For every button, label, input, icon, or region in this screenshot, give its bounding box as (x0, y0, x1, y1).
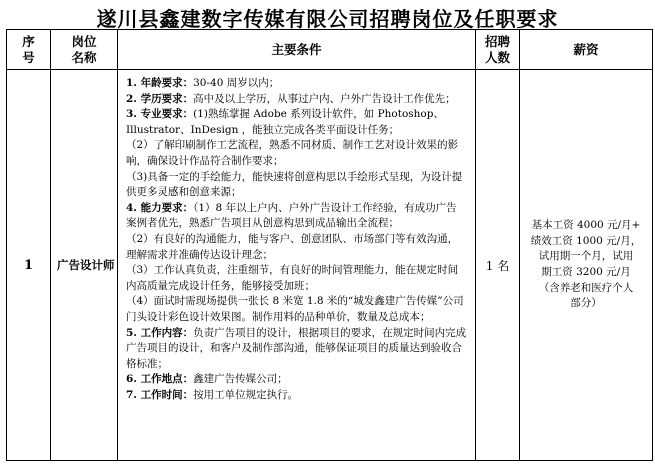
condition-item (126, 201, 467, 232)
recruitment-table (6, 29, 653, 461)
header-seq-line1: 序 (22, 33, 35, 49)
condition-label: 4. 能力要求： (126, 201, 194, 214)
header-salary: 薪资 (520, 30, 653, 70)
condition-item (126, 388, 467, 404)
salary-list (523, 218, 649, 312)
condition-text: （4）面试时需现场提供一张长 8 米宽 1.8 米的“城发鑫建广告传媒”公司门头设计彩色设计效果图。制作用料的品种单价，数量及总成本； (126, 295, 464, 323)
salary-line: 绩效工资 1000 元/月， (530, 234, 642, 247)
condition-text: (1)熟练掌握 Adobe 系列设计软件，如 Photoshop、Illustrator、InDesign ，能独立完成各类平面设计任务； (126, 108, 444, 136)
condition-label: 3. 专业要求： (126, 108, 194, 121)
row-salary (520, 70, 653, 461)
condition-item (126, 294, 467, 325)
condition-text: 按用工单位规定执行。 (193, 388, 299, 401)
header-seq (7, 30, 51, 70)
condition-item (126, 76, 467, 92)
condition-item (126, 263, 467, 294)
header-conditions: 主要条件 (118, 30, 476, 70)
condition-text: （1）8 年以上户内、户外广告设计工作经验，有成功广告案例者优先，熟悉广告项目从创意构思到成品输出全流程； (126, 201, 457, 230)
condition-item (126, 138, 467, 169)
header-count-line1: 招聘 (484, 33, 510, 49)
row-position: 广告设计师 (51, 70, 118, 461)
salary-line: （含养老和医疗个人 (538, 281, 634, 294)
condition-text: 30-40 周岁以内； (193, 77, 280, 89)
row-count: 1 名 (476, 70, 520, 461)
conditions-list (126, 76, 467, 403)
salary-line: 部分） (570, 297, 602, 310)
condition-text: 负责广告项目的设计，根据项目的要求，在规定时间内完成广告项目的设计，和客户及制作部沟通，能够保证项目的质量达到验收合格标准； (126, 326, 467, 370)
header-position-line1: 岗位 (71, 33, 97, 49)
table-header-row (7, 30, 653, 70)
condition-text: （3）工作认真负责，注重细节，有良好的时间管理能力，能在规定时间内高质量完成设计任务，能够接受加班； (126, 264, 459, 292)
condition-item (126, 372, 467, 388)
condition-item (126, 170, 467, 201)
header-count (476, 30, 520, 70)
header-position-line2: 名称 (71, 49, 97, 65)
table-row (7, 70, 653, 461)
condition-item (126, 326, 467, 373)
salary-line: 试用期一个月，试用 (538, 250, 634, 263)
document-title: 遂川县鑫建数字传媒有限公司招聘岗位及任职要求 (96, 7, 559, 31)
header-position (51, 30, 118, 70)
condition-text: （2）了解印刷制作工艺流程，熟悉不同材质、制作工艺对设计效果的影响，确保设计作品符合制作要求； (126, 139, 459, 167)
salary-line: 基本工资 4000 元/月+ (531, 219, 641, 232)
row-seq: 1 (7, 70, 51, 461)
header-count-line2: 人数 (484, 49, 510, 65)
header-seq-line2: 号 (22, 49, 35, 65)
condition-item (126, 92, 467, 108)
condition-label: 6. 工作地点： (126, 373, 194, 386)
condition-label: 7. 工作时间： (126, 388, 194, 401)
condition-label: 1. 年龄要求： (126, 77, 194, 89)
condition-label: 5. 工作内容： (126, 326, 194, 339)
condition-text: （3)具备一定的手绘能力，能快速将创意构思以手绘形式呈现，为设计提供更多灵感和创意来源； (126, 170, 463, 199)
condition-text: 高中及以上学历，从事过户内、户外广告设计工作优先； (193, 92, 456, 105)
condition-item (126, 107, 467, 138)
condition-text: 鑫建广告传媒公司； (193, 373, 288, 386)
condition-label: 2. 学历要求： (126, 92, 194, 105)
row-conditions (118, 70, 476, 461)
condition-item (126, 232, 467, 263)
condition-text: （2）有良好的沟通能力，能与客户、创意团队、市场部门等有效沟通，理解需求并准确传达设计理念； (126, 232, 459, 261)
salary-line: 期工资 3200 元/月 (541, 266, 631, 278)
